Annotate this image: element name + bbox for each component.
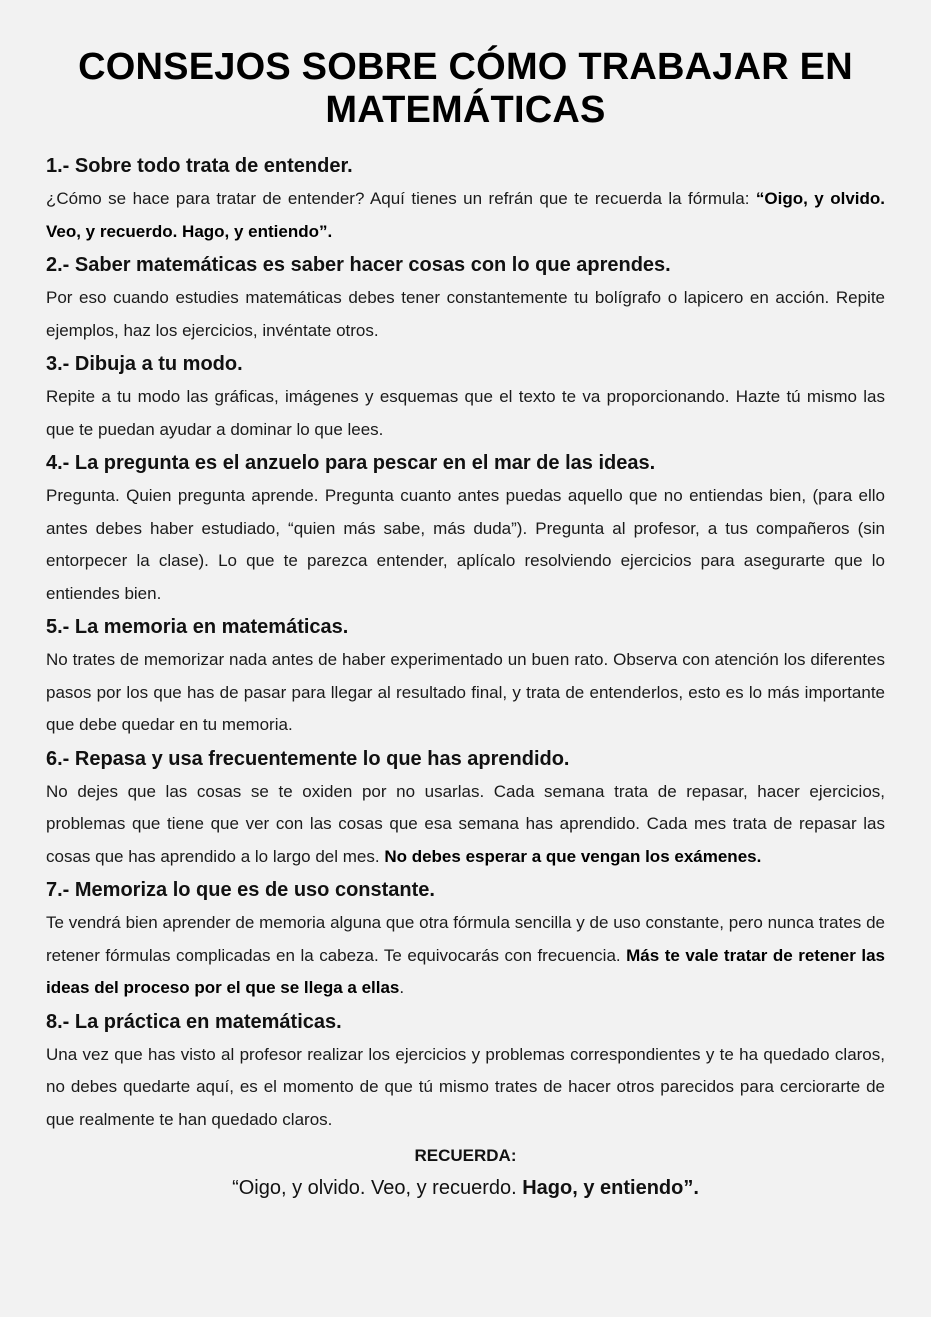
tip-body	[46, 183, 885, 248]
tip-body-emphasis: No debes esperar a que vengan los exámenes.	[384, 846, 762, 866]
tip-6	[46, 746, 885, 874]
tip-body	[46, 776, 885, 874]
tip-heading: 1.- Sobre todo trata de entender.	[46, 155, 353, 177]
remember-quote	[46, 1175, 885, 1201]
tip-4	[46, 450, 885, 610]
tip-body: Una vez que has visto al profesor realizar los ejercicios y problemas correspondientes y te ha quedado claros, no debes quedarte aquí, es el momento de que tú mismo trates de hacer otros parecidos para cerciorarte de que realmente te han quedado claros.	[46, 1044, 885, 1129]
remember-label: RECUERDA:	[414, 1146, 517, 1165]
page-title	[46, 46, 885, 132]
tip-body: Por eso cuando estudies matemáticas debes tener constantemente tu bolígrafo o lapicero en acción. Repite ejemplos, haz los ejercicios, invéntate otros.	[46, 288, 885, 340]
tip-body: Pregunta. Quien pregunta aprende. Pregunta cuanto antes puedas aquello que no entiendas bien, (para ello antes debes haber estudiado, “quien más sabe, más duda”). Pregunta al profesor, a tus compañeros (sin entorpecer la clase). Lo que te parezca entender, aplícalo resolviendo ejercicios para asegurarte que lo entiendes bien.	[46, 486, 885, 603]
tip-1	[46, 153, 885, 248]
tip-5	[46, 614, 885, 742]
tip-heading: 4.- La pregunta es el anzuelo para pescar en el mar de las ideas.	[46, 452, 656, 474]
tip-heading: 3.- Dibuja a tu modo.	[46, 353, 243, 375]
remember-quote-text: “Oigo, y olvido. Veo, y recuerdo.	[232, 1177, 523, 1199]
tip-body-text: No dejes que las cosas se te oxiden por no usarlas. Cada semana trata de repasar, hacer ejercicios, problemas que tiene que ver con las cosas que esa semana has aprendido. Cada mes trata de repasar las cosas que has aprendido a lo largo del mes.	[46, 781, 885, 866]
tip-heading: 7.- Memoriza lo que es de uso constante.	[46, 879, 435, 901]
tip-body: No trates de memorizar nada antes de haber experimentado un buen rato. Observa con atención los diferentes pasos por los que has de pasar para llegar al resultado final, y trata de entenderlos, esto es lo más importante que debe quedar en tu memoria.	[46, 650, 885, 734]
tip-7	[46, 877, 885, 1005]
tip-body-emphasis: Más te vale tratar de retener las ideas del proceso por el que se llega a ellas	[46, 945, 885, 997]
tip-body	[46, 907, 885, 1005]
tip-2	[46, 252, 885, 347]
tip-3	[46, 351, 885, 446]
tip-body: Repite a tu modo las gráficas, imágenes y esquemas que el texto te va proporcionando. Hazte tú mismo las que te puedan ayudar a dominar lo que lees.	[46, 387, 885, 439]
tip-8	[46, 1009, 885, 1137]
tip-heading: 6.- Repasa y usa frecuentemente lo que has aprendido.	[46, 747, 570, 770]
title-line-1: CONSEJOS SOBRE CÓMO TRABAJAR EN	[78, 46, 853, 88]
remember-quote-emphasis: Hago, y entiendo”.	[522, 1177, 699, 1199]
title-line-2: MATEMÁTICAS	[325, 89, 606, 131]
tip-body-text: ¿Cómo se hace para tratar de entender? Aquí tienes un refrán que te recuerda la fórmula:	[46, 189, 756, 208]
tip-heading: 5.- La memoria en matemáticas.	[46, 616, 349, 638]
tip-body-emphasis: “Oigo, y olvido. Veo, y recuerdo. Hago, y entiendo”.	[46, 189, 885, 241]
tip-body-text: Te vendrá bien aprender de memoria alguna que otra fórmula sencilla y de uso constante, pero nunca trates de retener fórmulas complicadas en la cabeza. Te equivocarás con frecuencia.	[46, 913, 885, 965]
tip-heading: 2.- Saber matemáticas es saber hacer cosas con lo que aprendes.	[46, 254, 671, 276]
tip-heading: 8.- La práctica en matemáticas.	[46, 1010, 342, 1033]
tip-body-tail: .	[399, 978, 405, 997]
